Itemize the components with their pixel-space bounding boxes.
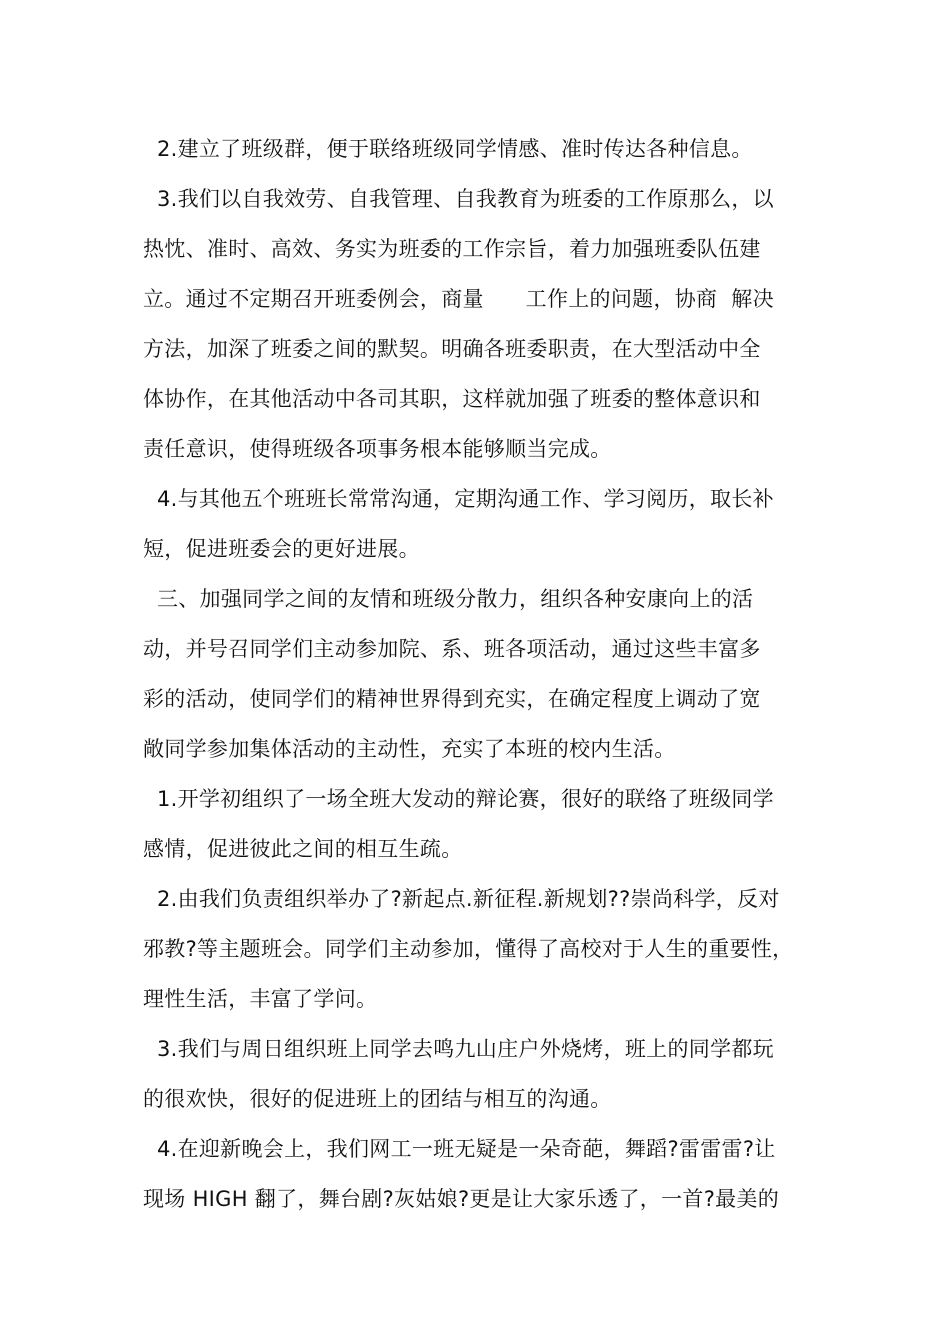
- text-line: 敞同学参加集体活动的主动性，充实了本班的校内生活。: [143, 737, 676, 761]
- text-line: 理性生活，丰富了学问。: [143, 987, 378, 1011]
- text-line: 2.建立了班级群，便于联络班级同学情感、准时传达各种信息。: [143, 137, 753, 161]
- text-line: 1.开学初组织了一场全班大发动的辩论赛，很好的联络了班级同学: [143, 787, 774, 811]
- text-line: 短，促进班委会的更好进展。: [143, 537, 420, 561]
- text-line: 三、加强同学之间的友情和班级分散力，组织各种安康向上的活: [143, 587, 754, 611]
- text-line: 方法，加深了班委之间的默契。明确各班委职责，在大型活动中全: [143, 337, 761, 361]
- text-line: 4.与其他五个班班长常常沟通，定期沟通工作、学习阅历，取长补: [143, 487, 774, 511]
- text-line: 感情，促进彼此之间的相互生疏。: [143, 837, 463, 861]
- text-line: 3.我们以自我效劳、自我管理、自我教育为班委的工作原那么，以: [143, 187, 774, 211]
- text-line: 立。通过不定期召开班委例会，商量 工作上的问题，协商 解决: [143, 287, 774, 311]
- text-line: 彩的活动，使同学们的精神世界得到充实，在确定程度上调动了宽: [143, 687, 761, 711]
- text-line: 的很欢快，很好的促进班上的团结与相互的沟通。: [143, 1087, 612, 1111]
- text-line: 责任意识，使得班级各项事务根本能够顺当完成。: [143, 437, 612, 461]
- text-line: 4.在迎新晚会上，我们网工一班无疑是一朵奇葩，舞蹈?雷雷雷?让: [143, 1137, 776, 1161]
- text-line: 动，并号召同学们主动参加院、系、班各项活动，通过这些丰富多: [143, 637, 761, 661]
- text-line: 现场 HIGH 翻了，舞台剧?灰姑娘?更是让大家乐透了，一首?最美的: [143, 1187, 780, 1211]
- text-line: 邪教?等主题班会。同学们主动参加，懂得了高校对于人生的重要性，: [143, 937, 794, 961]
- text-line: 2.由我们负责组织举办了?新起点.新征程.新规划??崇尚科学，反对: [143, 887, 780, 911]
- text-line: 体协作，在其他活动中各司其职，这样就加强了班委的整体意识和: [143, 387, 761, 411]
- text-line: 热忱、准时、高效、务实为班委的工作宗旨，着力加强班委队伍建: [143, 237, 761, 261]
- text-line: 3.我们与周日组织班上同学去鸣九山庄户外烧烤，班上的同学都玩: [143, 1037, 774, 1061]
